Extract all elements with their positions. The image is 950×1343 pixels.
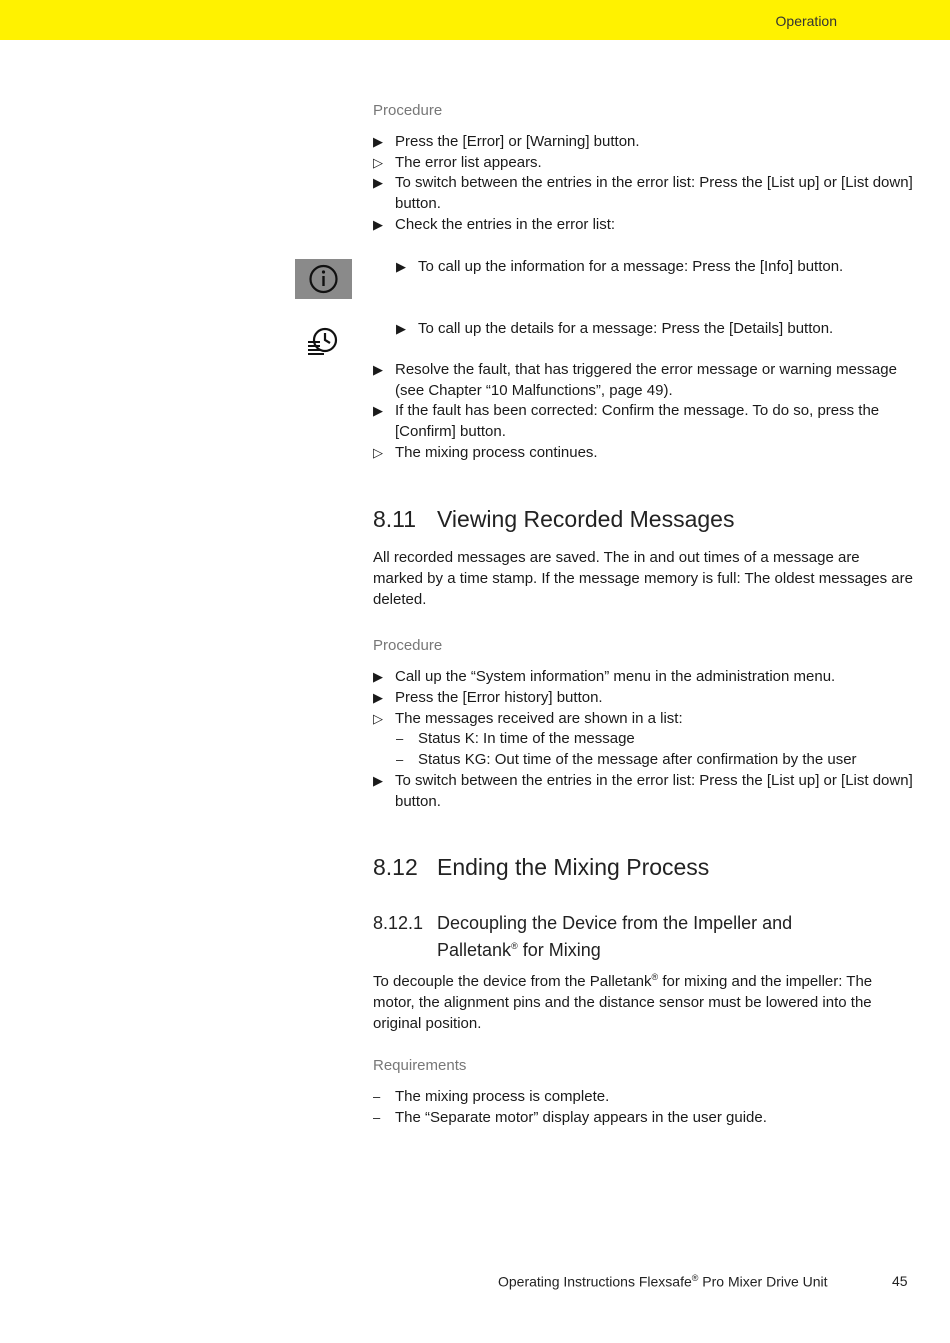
list-item: ▶ To switch between the entries in the error list: Press the [List up] or [List down] button. xyxy=(373,174,913,212)
list-item: – Status K: In time of the message xyxy=(396,730,635,747)
procedure-label: Procedure xyxy=(373,102,443,119)
section-intro: All recorded messages are saved. The in and out times of a message are marked by a time stamp. If the message memory is full: The oldest messages are deleted. xyxy=(373,549,913,608)
list-item: ▷ The error list appears. xyxy=(373,154,542,171)
list-item: ▶ Press the [Error] or [Warning] button. xyxy=(373,133,640,150)
list-item: ▶ To call up the information for a message: Press the [Info] button. xyxy=(396,258,844,275)
page-number: 45 xyxy=(892,1273,908,1289)
header-bar xyxy=(0,0,950,40)
list-item: – Status KG: Out time of the message after confirmation by the user xyxy=(396,751,857,768)
list-item: ▶ Press the [Error history] button. xyxy=(373,689,603,706)
subsection-heading: 8.12.1 Decoupling the Device from the Impeller and Palletank® for Mixing xyxy=(373,913,793,960)
list-item: ▶ Call up the “System information” menu in the administration menu. xyxy=(373,668,836,685)
section-title: Operation xyxy=(775,13,837,29)
list-item: ▶ To call up the details for a message: Press the [Details] button. xyxy=(396,320,834,337)
info-icon xyxy=(295,259,352,299)
footer-title: Operating Instructions Flexsafe® Pro Mixer Drive Unit xyxy=(498,1273,828,1290)
list-item: ▶ Check the entries in the error list: xyxy=(373,216,616,233)
list-item: – The “Separate motor” display appears in the user guide. xyxy=(373,1109,767,1126)
requirements-label: Requirements xyxy=(373,1057,467,1074)
section-heading: 8.11 Viewing Recorded Messages xyxy=(373,506,735,532)
list-item: ▶ To switch between the entries in the error list: Press the [List up] or [List down] button. xyxy=(373,772,913,810)
section-heading: 8.12 Ending the Mixing Process xyxy=(373,854,710,880)
list-item: ▷ The mixing process continues. xyxy=(373,444,598,461)
procedure-label: Procedure xyxy=(373,637,443,654)
subsection-intro: To decouple the device from the Palletank® for mixing and the impeller: The motor, the alignment pins and the distance sensor must be lowered into the original position. xyxy=(373,972,873,1032)
list-item: ▶ Resolve the fault, that has triggered the error message or warning message (see Chapter “10 Malfunctions”, page 49). xyxy=(373,361,897,399)
list-item: ▶ If the fault has been corrected: Confirm the message. To do so, press the [Confirm] button. xyxy=(373,402,880,440)
list-item: ▷ The messages received are shown in a list: xyxy=(373,710,683,727)
list-item: – The mixing process is complete. xyxy=(373,1088,610,1105)
history-icon xyxy=(300,322,346,362)
